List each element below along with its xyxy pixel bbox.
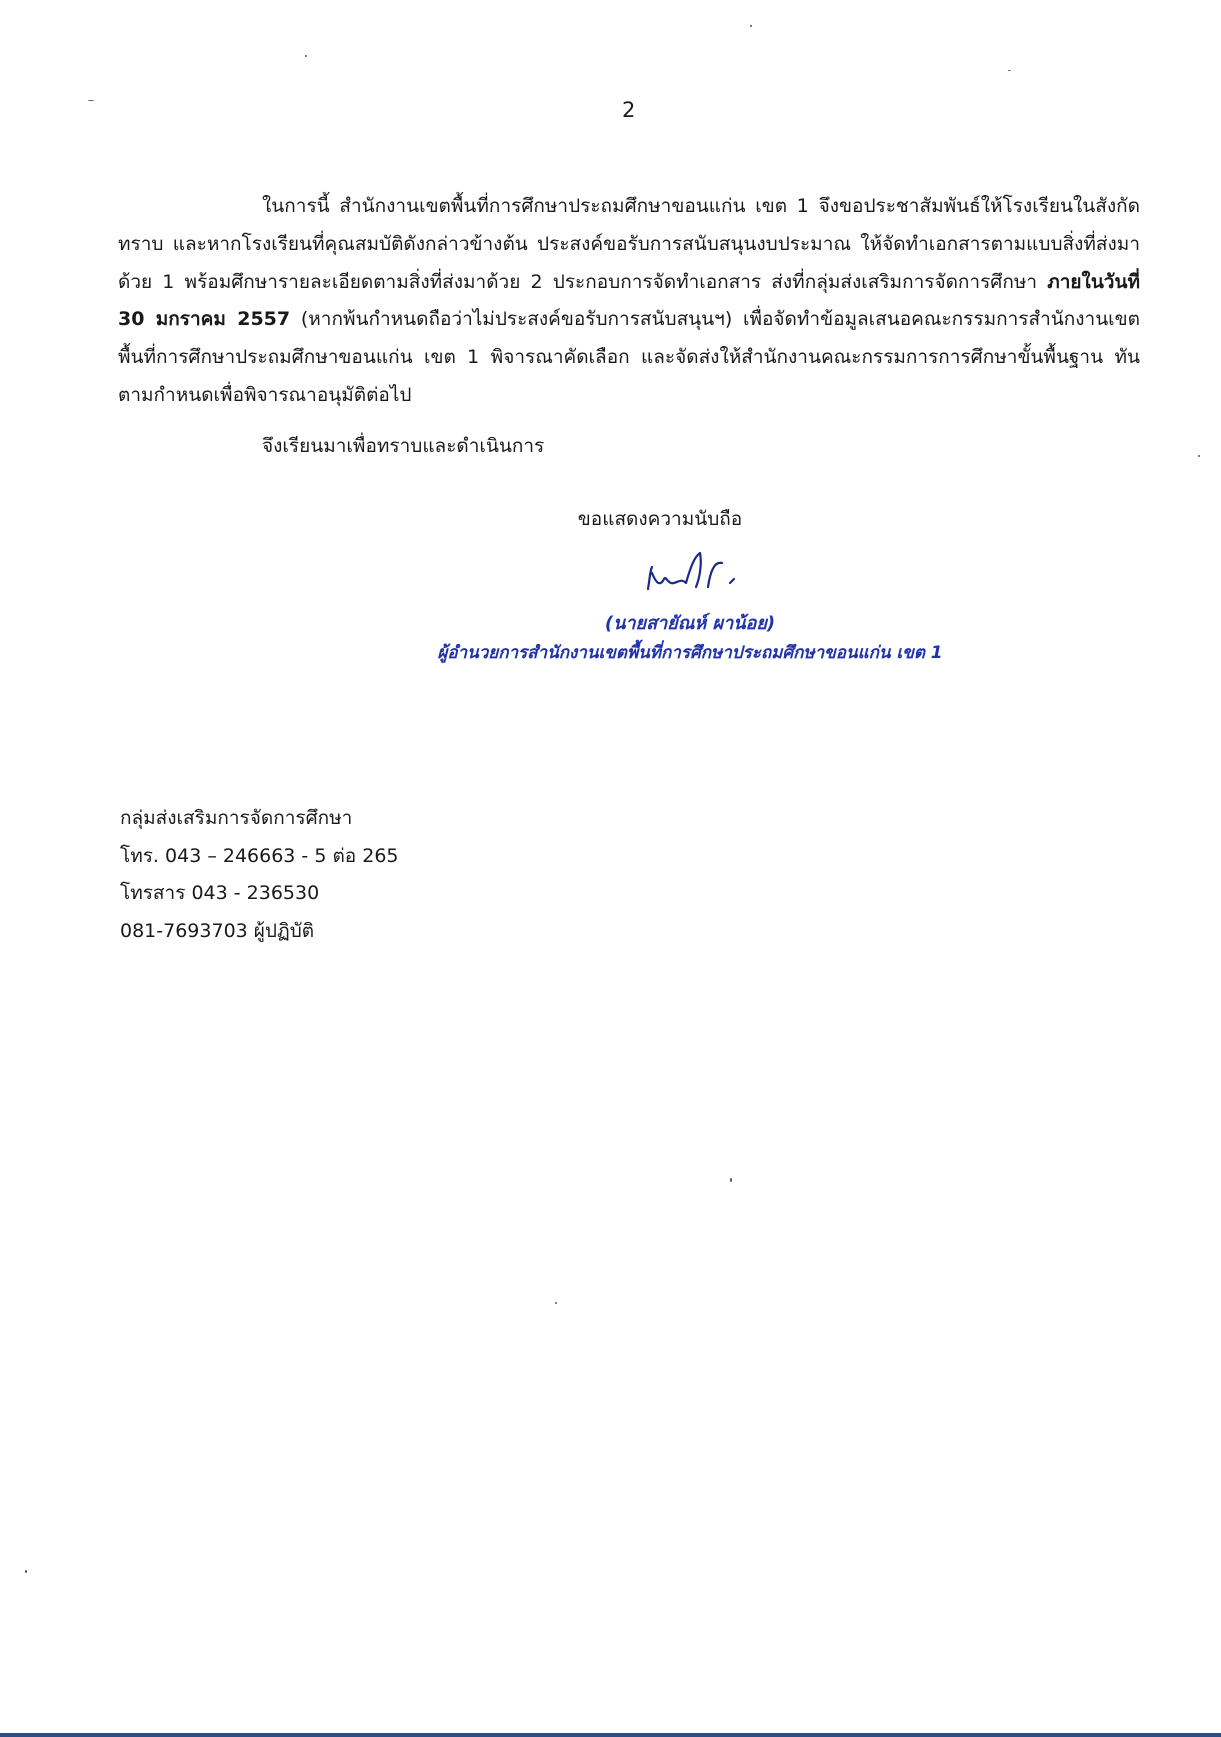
body-text-part2: (หากพ้นกำหนดถือว่าไม่ประสงค์ขอรับการสนับสนุนฯ) เพื่อจัดทำข้อมูลเสนอคณะกรรมการสำนักงานเขตพื้นที่การศึกษาประถมศึกษาขอนแก่น เขต 1 พิจารณาคัดเลือก และจัดส่งให้สำนักงานคณะกรรมการการศึกษาขั้นพื้นฐาน ทันตามกำหนดเพื่อพิจารณาอนุมัติต่อไป xyxy=(118,308,1141,406)
contact-fax: โทรสาร 043 - 236530 xyxy=(120,882,320,904)
scan-speck xyxy=(25,1570,27,1573)
closing-line: จึงเรียนมาเพื่อทราบและดำเนินการ xyxy=(262,435,545,457)
page-number: 2 xyxy=(622,98,636,122)
contact-phone: โทร. 043 – 246663 - 5 ต่อ 265 xyxy=(120,844,399,867)
scan-speck xyxy=(750,25,752,27)
deadline-text: ภายในวันที่ 30 มกราคม 2557 xyxy=(118,270,1140,331)
scan-speck xyxy=(305,55,307,57)
handwritten-signature xyxy=(630,549,750,595)
contact-block xyxy=(120,800,399,950)
scan-speck xyxy=(88,100,94,101)
scan-speck xyxy=(1008,70,1011,71)
scan-speck xyxy=(730,1178,732,1182)
signature-block xyxy=(380,505,1000,667)
contact-officer: 081-7693703 ผู้ปฏิบัติ xyxy=(120,919,315,942)
contact-department: กลุ่มส่งเสริมการจัดการศึกษา xyxy=(120,807,353,829)
signer-position: ผู้อำนวยการสำนักงานเขตพื้นที่การศึกษาประถมศึกษาขอนแก่น เขต 1 xyxy=(437,643,943,663)
regards-text: ขอแสดงความนับถือ xyxy=(577,508,743,530)
body-text-part1: ในการนี้ สำนักงานเขตพื้นที่การศึกษาประถมศึกษาขอนแก่น เขต 1 จึงขอประชาสัมพันธ์ให้โรงเรียนในสังกัดทราบ และหากโรงเรียนที่คุณสมบัติดังกล่าวข้างต้น ประสงค์ขอรับการสนับสนุนงบประมาณ ให้จัดทำเอกสารตามแบบสิ่งที่ส่งมาด้วย 1 พร้อมศึกษารายละเอียดตามสิ่งที่ส่งมาด้วย 2 ประกอบการจัดทำเอกสาร ส่งที่กลุ่มส่งเสริมการจัดการศึกษา xyxy=(118,195,1140,293)
body-paragraph xyxy=(118,188,1140,415)
signer-name: (นายสายัณห์ ผาน้อย) xyxy=(604,613,776,634)
scan-speck xyxy=(555,1302,557,1304)
bottom-border-line xyxy=(0,1733,1221,1737)
scan-speck xyxy=(1198,455,1200,457)
